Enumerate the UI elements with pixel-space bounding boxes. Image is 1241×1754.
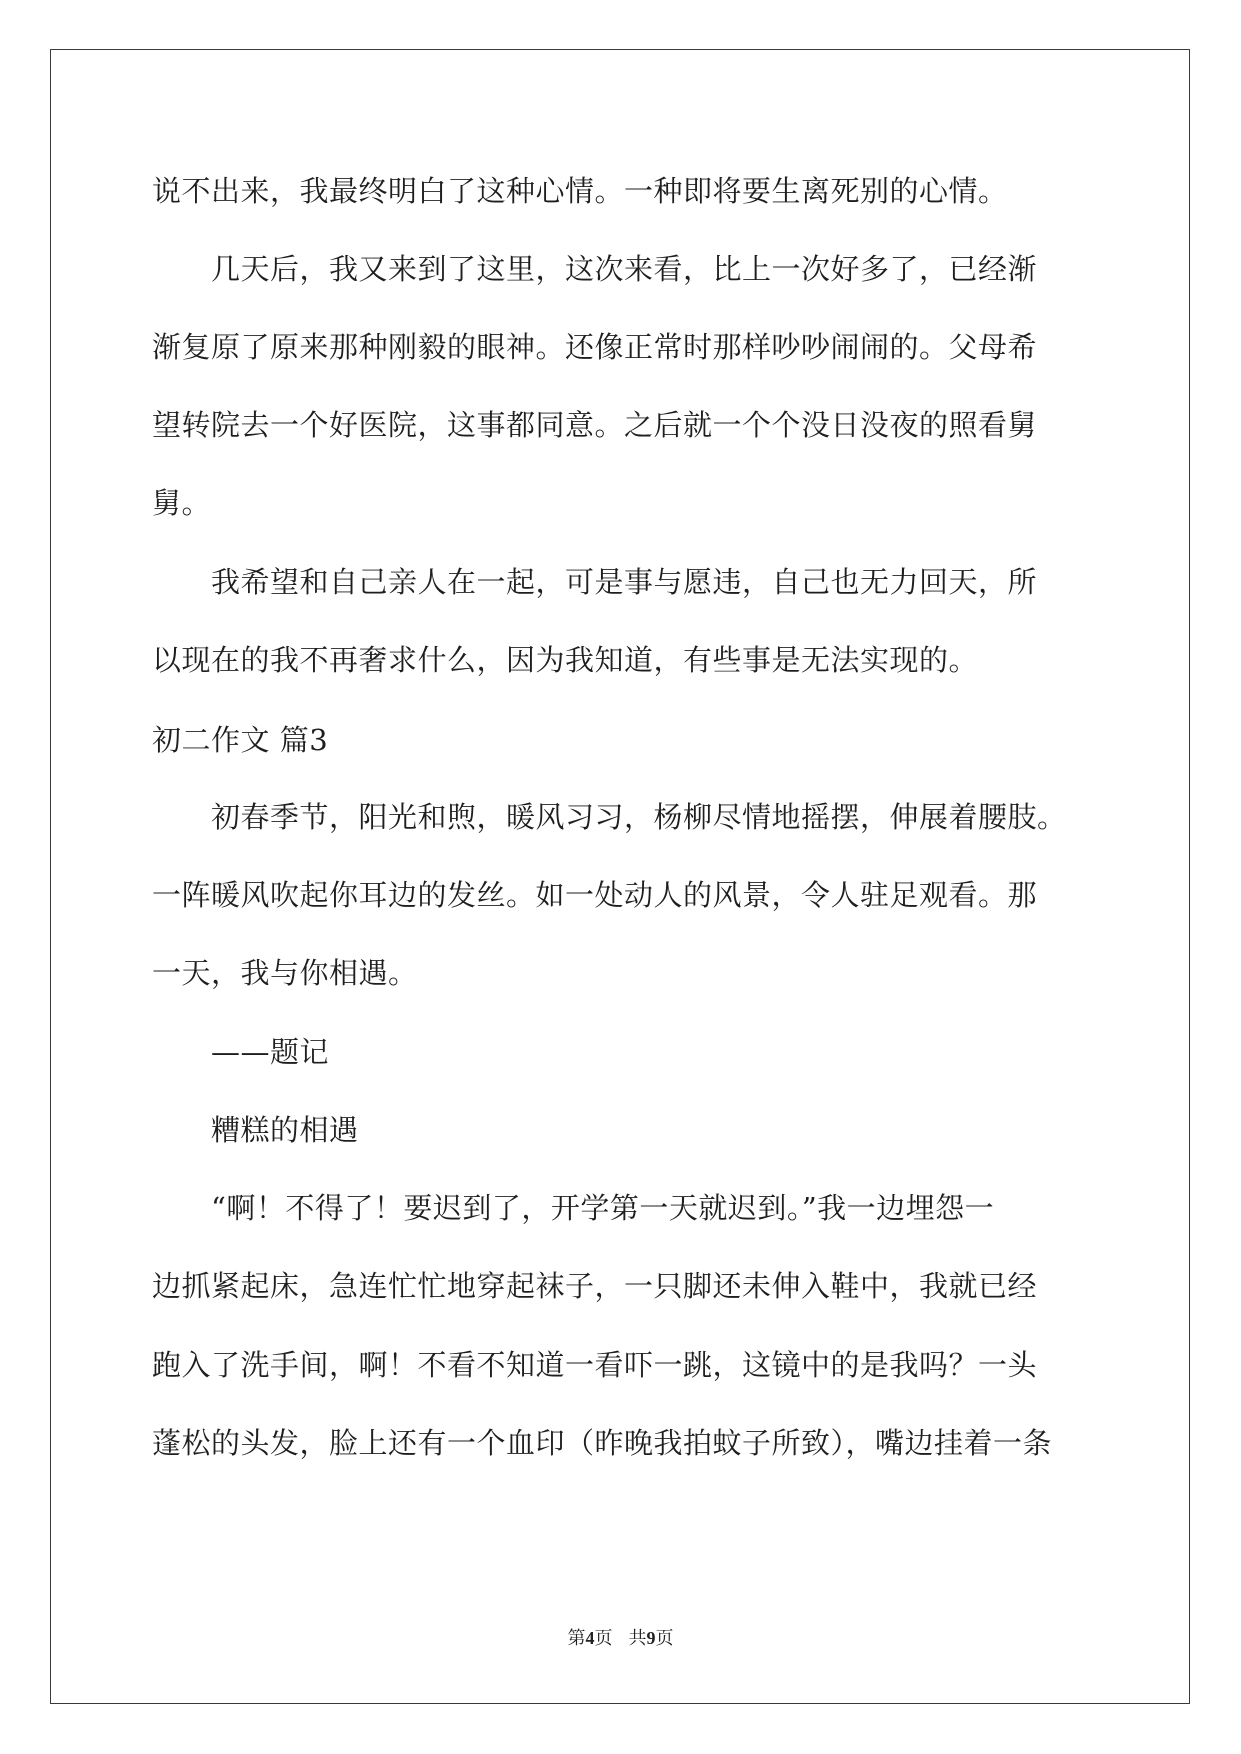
text-line: 蓬松的头发，脸上还有一个血印（昨晚我拍蚊子所致），嘴边挂着一条 — [152, 1426, 1053, 1460]
page-total: 9 — [646, 1628, 656, 1648]
total-suffix: 页 — [655, 1628, 674, 1648]
text-line: 几天后，我又来到了这里，这次来看，比上一次好多了，已经渐 — [152, 252, 1038, 286]
text-line: 一阵暖风吹起你耳边的发丝。如一处动人的风景，令人驻足观看。那 — [152, 878, 1038, 912]
page-suffix: 页 — [594, 1628, 613, 1648]
text-line: 初春季节，阳光和煦，暖风习习，杨柳尽情地摇摆，伸展着腰肢。 — [152, 800, 1067, 834]
text-line: “啊！不得了！要迟到了，开学第一天就迟到。”我一边埋怨一 — [152, 1191, 995, 1225]
text-line: 说不出来，我最终明白了这种心情。一种即将要生离死别的心情。 — [152, 174, 1008, 208]
text-line: ——题记 — [152, 1035, 330, 1069]
text-line: 糟糕的相遇 — [152, 1113, 359, 1147]
section-heading: 初二作文 篇3 — [152, 723, 329, 757]
text-line: 以现在的我不再奢求什么，因为我知道，有些事是无法实现的。 — [152, 643, 979, 677]
page-current: 4 — [585, 1628, 595, 1648]
page-prefix: 第 — [567, 1628, 586, 1648]
text-line: 渐复原了原来那种刚毅的眼神。还像正常时那样吵吵闹闹的。父母希 — [152, 330, 1038, 364]
page-footer — [0, 1626, 1241, 1650]
text-line: 望转院去一个好医院，这事都同意。之后就一个个没日没夜的照看舅 — [152, 408, 1038, 442]
text-line: 我希望和自己亲人在一起，可是事与愿违，自己也无力回天，所 — [152, 565, 1038, 599]
text-line: 边抓紧起床，急连忙忙地穿起袜子，一只脚还未伸入鞋中，我就已经 — [152, 1269, 1038, 1303]
text-line: 跑入了洗手间，啊！不看不知道一看吓一跳，这镜中的是我吗？一头 — [152, 1348, 1038, 1382]
text-line: 一天，我与你相遇。 — [152, 956, 418, 990]
total-prefix: 共 — [628, 1628, 647, 1648]
text-line: 舅。 — [152, 486, 212, 520]
